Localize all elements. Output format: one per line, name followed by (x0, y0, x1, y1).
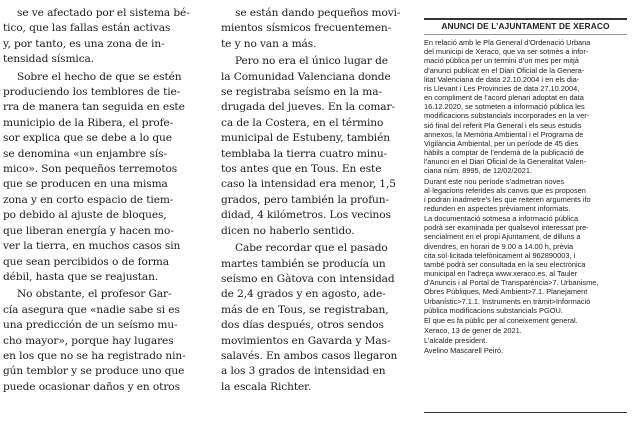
text-line: mientos sísmicos frecuentemen- (221, 22, 392, 35)
notice-line: sencialment en el propi Ajuntament, de dilluns a (424, 232, 581, 242)
text-line: y, por tanto, es una zona de in- (3, 37, 165, 50)
text-line: mico». Son pequeños terremotos (3, 163, 178, 176)
notice-paragraph (424, 38, 627, 175)
text-line: tos antes que en Tous. En este (221, 163, 382, 176)
notice-line: cita sol·licitada telefònicament al 962890003, i (424, 250, 576, 260)
text-line: se están dando pequeños movi- (235, 7, 401, 19)
notice-body (424, 38, 627, 355)
notice-paragraph (424, 214, 627, 315)
notice-line: divendres, en horari de 9.00 a 14.00 h, prèvia (424, 241, 574, 251)
text-line: cía asegura que «nadie sabe si es (3, 303, 180, 316)
text-line: zona y en corto espacio de tiem- (3, 193, 174, 206)
notice-line: d’anunci publicat en el Diari Oficial de la Genera- (424, 65, 585, 75)
text-line: la Comunidad Valenciana donde (221, 70, 391, 83)
text-line: movimientos en Gavarda y Mas- (221, 334, 391, 347)
text-line: produciendo los temblores de tie- (3, 86, 181, 99)
notice-line: podrà ser examinada per qualsevol interessat pre- (424, 223, 589, 233)
notice-line: La documentació sotmesa a informació pública (424, 214, 579, 224)
text-line: cho mayor», porque hay lugares (3, 334, 174, 347)
text-line: municipio de la Ribera, el profe- (3, 116, 174, 129)
text-line: que se producen en una misma (3, 178, 168, 191)
notice-paragraph (424, 316, 627, 325)
notice-paragraph (424, 326, 627, 335)
text-line: a los 3 grados de intensidad en (221, 365, 386, 378)
notice-line: Durant este nou període s’admetran noves (424, 176, 565, 186)
text-line: se registraba seísmo en la ma- (221, 86, 382, 99)
notice-line: també podrà ser consultada en la seu electrònica (424, 259, 586, 269)
text-line: se ve afectado por el sistema bé- (17, 7, 190, 19)
text-line: se denomina «un enjambre sís- (3, 147, 167, 160)
notice-line: mació pública per un termini d’un mes per mitjà (424, 56, 579, 66)
notice-line: litat Valenciana de data 22.10.2004 i en els dia- (424, 74, 580, 84)
text-line: salavés. En ambos casos llegaron (221, 349, 398, 362)
text-line: Sobre el hecho de que se estén (17, 70, 182, 83)
text-line: la escala Richter. (221, 380, 312, 393)
text-line: didad, 4 kilómetros. Los vecinos (221, 209, 391, 222)
notice-title: ANUNCI DE L’AJUNTAMENT DE XERACO (424, 20, 627, 35)
text-line: sor explica que se debe a lo que (3, 132, 172, 145)
text-line: po debido al ajuste de bloques, (3, 209, 167, 222)
text-line: de 2,4 grados y en agosto, ade- (221, 288, 386, 301)
notice-paragraph (424, 346, 627, 355)
text-line: tico, que las fallas están activas (3, 22, 171, 35)
text-line: seísmo en Gàtova con intensidad (221, 272, 395, 285)
text-line: temblaba la tierra cuatro minu- (221, 147, 388, 160)
notice-line: pública modificacions substancials PGOU. (424, 305, 563, 315)
municipal-notice (424, 18, 627, 413)
text-line: rra de manera tan seguida en este (3, 101, 185, 114)
notice-line: En relació amb le Pla General d’Ordenació Urbana (424, 38, 591, 48)
notice-line: i podran inadmetre’s les que reiteren arguments ifo (424, 194, 591, 204)
article-column-2 (221, 6, 411, 395)
notice-line: al·legacions referides als canvis que es proposen (424, 185, 586, 195)
text-line: martes también se producía un (221, 257, 386, 270)
notice-line: Vigilància Ambiental, per un període de 45 dies (424, 138, 579, 148)
notice-line: l’anunci en el Diari Oficial de la Generalitat Valen- (424, 157, 587, 167)
notice-line: hàbils a comptar de l’endemà de la publicació de (424, 148, 584, 158)
text-line: Pero no era el único lugar de (235, 55, 388, 68)
text-line: ver la tierra, en muchos casos sin (3, 240, 181, 253)
text-line: una predicción de un seísmo mu- (3, 319, 178, 332)
notice-line: El que es fa públic per al coneixement general. (424, 315, 578, 325)
notice-line: sió final del referit Pla General i els seus estudis (424, 120, 582, 130)
notice-line: 16.12.2020, se sotmeten a informació pública les (424, 102, 585, 112)
text-line: dicen no haberlo sentido. (221, 224, 355, 237)
text-line: tensidad sísmica. (3, 53, 95, 66)
text-line: que sean percibidos o de forma (3, 255, 169, 268)
text-line: puede ocasionar daños y en otros (3, 380, 180, 393)
text-line: Cabe recordar que el pasado (235, 242, 388, 255)
notice-line: del municipi de Xeraco, que va ser sotmès a infor- (424, 47, 589, 57)
notice-paragraph (424, 336, 627, 345)
notice-line: en compliment de l’acord plenari adoptat en data (424, 93, 584, 103)
article-column-1 (3, 6, 200, 395)
notice-line: Urbanístic>7.1.1. Instruments en tràmit>Informació (424, 296, 591, 306)
text-line: ca de la Costera, en el término (221, 116, 384, 129)
notice-line: modificacions substancials incorporades en la ver- (424, 111, 590, 121)
notice-line: d’Anuncis i al Portal de Transparència>7. Urbanisme, (424, 278, 599, 288)
text-line: drugada del jueves. En la comar- (221, 101, 395, 114)
notice-line: annexos, la Memòria Ambiental i el Programa de (424, 129, 584, 139)
notice-paragraph (424, 177, 627, 214)
text-line: grados, pero también la profun- (221, 193, 389, 206)
text-line: municipal de Estubeny, también (221, 132, 390, 145)
notice-line: Xeraco, 13 de gener de 2021. (424, 326, 522, 335)
text-line: más de en Tous, se registraban, (221, 303, 389, 316)
text-line: débil, hasta que se reajustan. (3, 270, 159, 283)
text-line: en los que no se ha registrado nin- (3, 349, 186, 362)
notice-line: municipal en l’adreça www.xeraco.es, al Tauler (424, 269, 578, 279)
notice-line: L’alcalde president. (424, 336, 488, 346)
notice-line: Avelino Mascarell Peiró. (424, 346, 504, 356)
notice-line: redunden en aspectes prèviament informats. (424, 203, 571, 213)
notice-line: ris Llevant i Les Provincies de data 27.10.2004, (424, 83, 580, 93)
text-line: No obstante, el profesor Gar- (17, 288, 172, 301)
text-line: que liberan energía y hacen mo- (3, 224, 174, 237)
text-line: gún temblor y se produce uno que (3, 365, 185, 378)
notice-line: Obres Públiques, Medi Ambient>7.1. Planejament (424, 287, 588, 297)
text-line: caso la intensidad era menor, 1,5 (221, 178, 396, 191)
text-line: dos días después, otros sendos (221, 319, 384, 332)
notice-line: ciana núm. 8995, de 12/02/2021. (424, 166, 533, 176)
text-line: te y no van a más. (221, 37, 317, 50)
